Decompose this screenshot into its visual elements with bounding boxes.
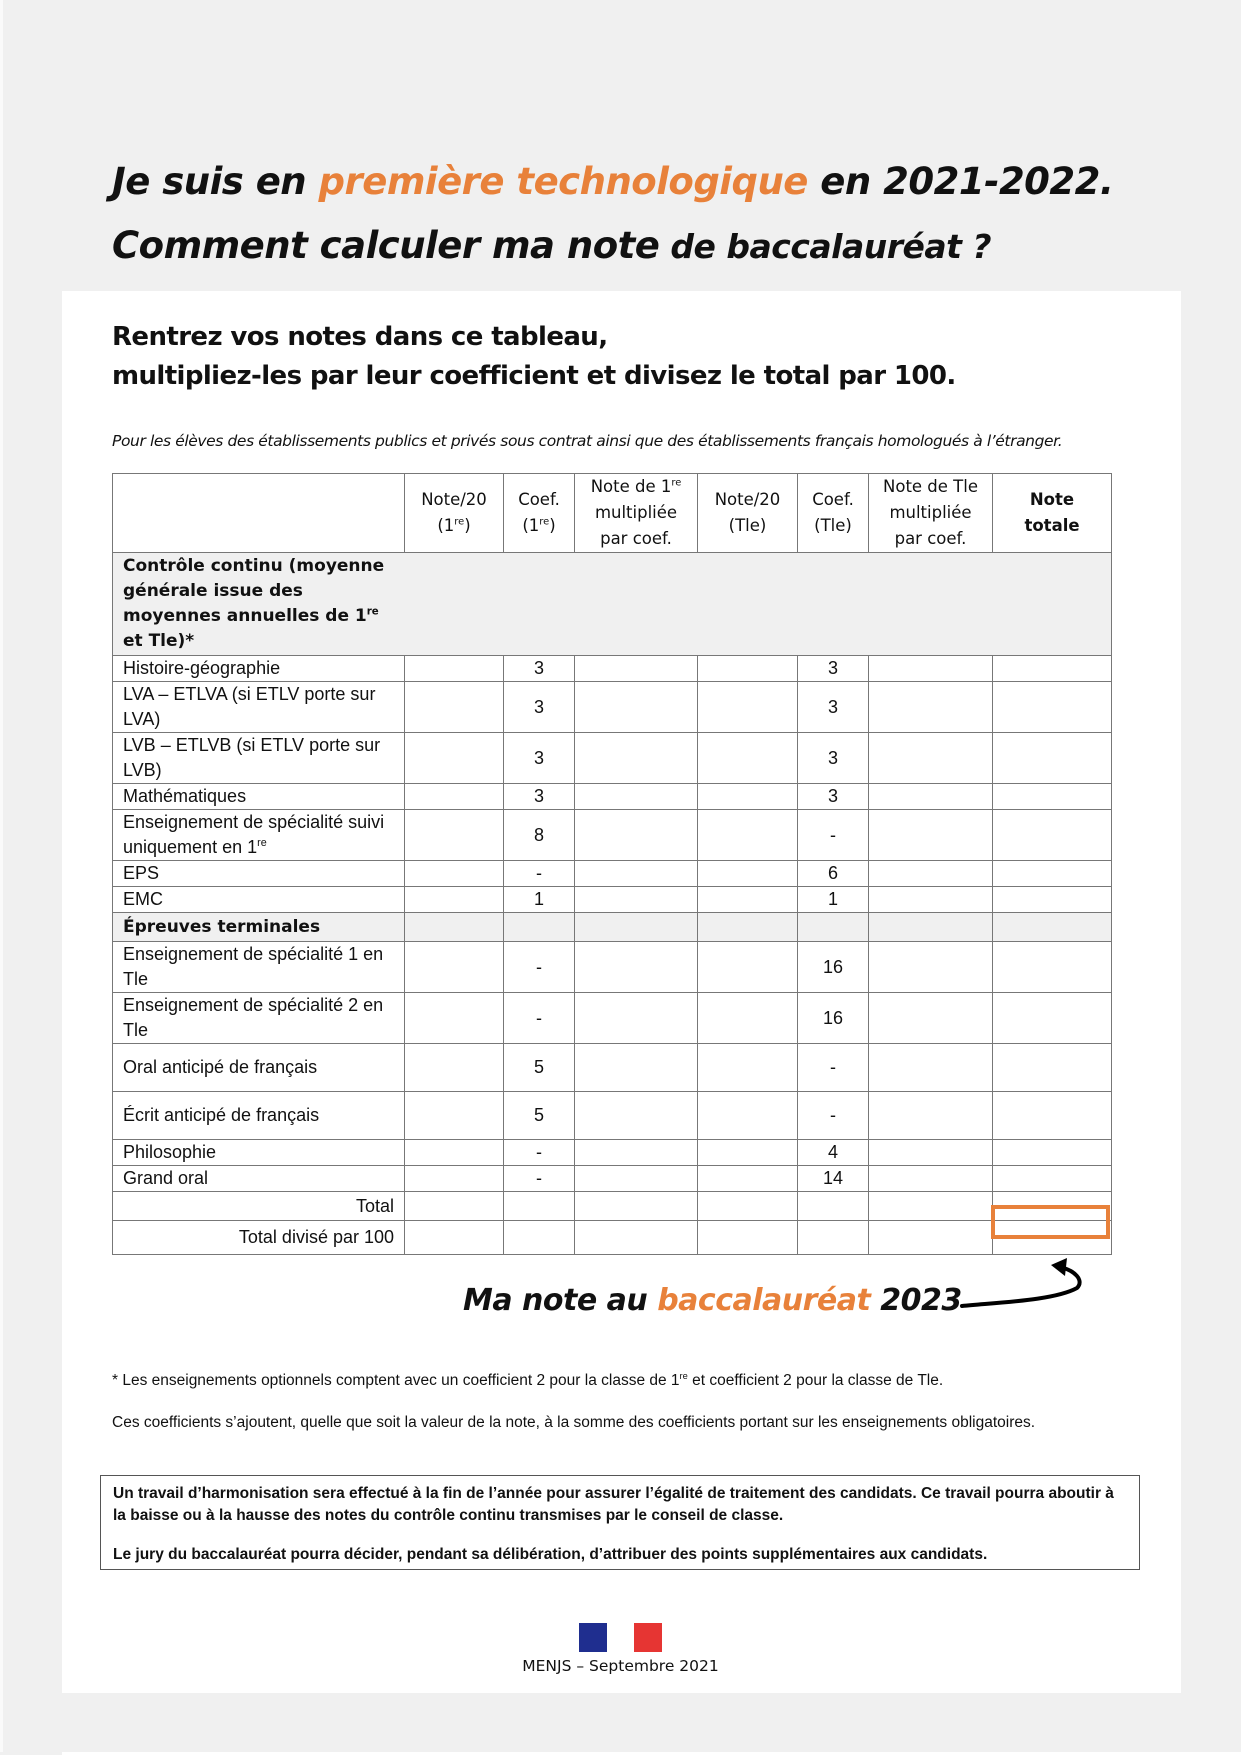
note-totale-input[interactable]	[993, 993, 1112, 1044]
notice-box	[100, 1475, 1140, 1570]
coef-tle-cell: 16	[798, 993, 869, 1044]
instructions-heading: Rentrez vos notes dans ce tableau, multipliez-les par leur coefficient et divisez le total par 100.	[112, 322, 956, 391]
mult-tle-input[interactable]	[869, 733, 993, 784]
subject-cell: Écrit anticipé de français	[113, 1092, 405, 1140]
note20-1re-input[interactable]	[405, 682, 504, 733]
section-controle-continu: Contrôle continu (moyenne générale issue des moyennes annuelles de 1re et Tle)*	[113, 553, 1112, 656]
notice-jury: Le jury du baccalauréat pourra décider, pendant sa délibération, d’attribuer des points supplémentaires aux candidats.	[113, 1546, 988, 1563]
note20-1re-input[interactable]	[405, 1166, 504, 1192]
mult-tle-input[interactable]	[869, 784, 993, 810]
subject-cell: LVB – ETLVB (si ETLV porte sur LVB)	[113, 733, 405, 784]
mult-tle-input[interactable]	[869, 942, 993, 993]
coef-1re-cell: -	[504, 1166, 575, 1192]
table-row	[113, 861, 1112, 887]
table-row	[113, 656, 1112, 682]
footer-credit: MENJS – Septembre 2021	[522, 1657, 719, 1675]
table-row	[113, 682, 1112, 733]
coef-tle-cell: 1	[798, 887, 869, 913]
coef-1re-cell: -	[504, 1140, 575, 1166]
mult-1re-input[interactable]	[575, 656, 698, 682]
mult-1re-input[interactable]	[575, 810, 698, 861]
note20-tle-input[interactable]	[698, 887, 798, 913]
notice-harmonisation: Un travail d’harmonisation sera effectué à la fin de l’année pour assurer l’égalité de traitement des candidats. Ce travail pourra aboutir à la baisse ou à la hausse des notes du contrôle continu transmises par le conseil de classe.	[113, 1485, 1114, 1524]
mult-tle-input[interactable]	[869, 887, 993, 913]
coef-1re-cell: 1	[504, 887, 575, 913]
mult-tle-input[interactable]	[869, 1092, 993, 1140]
table-row	[113, 887, 1112, 913]
subject-cell: EPS	[113, 861, 405, 887]
table-row	[113, 733, 1112, 784]
table-row	[113, 1140, 1112, 1166]
coef-1re-cell: 3	[504, 784, 575, 810]
title-line-2: Comment calculer ma note de baccalauréat ?	[112, 224, 992, 267]
mult-1re-input[interactable]	[575, 993, 698, 1044]
note-totale-input[interactable]	[993, 887, 1112, 913]
coef-tle-cell: -	[798, 1044, 869, 1092]
subject-cell: Grand oral	[113, 1166, 405, 1192]
mult-1re-input[interactable]	[575, 733, 698, 784]
note20-tle-input[interactable]	[698, 810, 798, 861]
mult-tle-input[interactable]	[869, 861, 993, 887]
mult-1re-input[interactable]	[575, 1166, 698, 1192]
note-totale-input[interactable]	[993, 1166, 1112, 1192]
mult-1re-input[interactable]	[575, 942, 698, 993]
mult-1re-input[interactable]	[575, 1092, 698, 1140]
mult-1re-input[interactable]	[575, 861, 698, 887]
coef-tle-cell: -	[798, 1092, 869, 1140]
header-note20-1re: Note/20 (1re)	[405, 474, 504, 553]
note20-1re-input[interactable]	[405, 1044, 504, 1092]
mult-tle-input[interactable]	[869, 682, 993, 733]
header-row	[113, 474, 1112, 553]
note20-1re-input[interactable]	[405, 784, 504, 810]
note-totale-input[interactable]	[993, 1092, 1112, 1140]
mult-tle-input[interactable]	[869, 1044, 993, 1092]
note20-tle-input[interactable]	[698, 1044, 798, 1092]
coef-1re-cell: 3	[504, 656, 575, 682]
mult-1re-input[interactable]	[575, 1140, 698, 1166]
note20-1re-input[interactable]	[405, 810, 504, 861]
coef-1re-cell: -	[504, 861, 575, 887]
subject-cell: Philosophie	[113, 1140, 405, 1166]
note-totale-input[interactable]	[993, 784, 1112, 810]
footnote-coefficients: Ces coefficients s’ajoutent, quelle que soit la valeur de la note, à la somme des coefficients portant sur les enseignements obligatoires.	[112, 1414, 1036, 1431]
page-title	[112, 150, 1113, 279]
note-totale-input[interactable]	[993, 942, 1112, 993]
subject-cell: Mathématiques	[113, 784, 405, 810]
table-row	[113, 942, 1112, 993]
final-grade-highlight	[991, 1205, 1110, 1239]
result-label: Ma note au baccalauréat 2023	[463, 1283, 962, 1318]
note-totale-input[interactable]	[993, 810, 1112, 861]
coef-1re-cell: 5	[504, 1044, 575, 1092]
note20-tle-input[interactable]	[698, 656, 798, 682]
note20-1re-input[interactable]	[405, 1140, 504, 1166]
mult-1re-input[interactable]	[575, 887, 698, 913]
header-mult-1re: Note de 1re multipliée par coef.	[575, 474, 698, 553]
note-totale-input[interactable]	[993, 1044, 1112, 1092]
note20-tle-input[interactable]	[698, 993, 798, 1044]
coef-1re-cell: 5	[504, 1092, 575, 1140]
footnote-optional: * Les enseignements optionnels comptent avec un coefficient 2 pour la classe de 1re et coefficient 2 pour la classe de Tle.	[112, 1370, 944, 1389]
coef-tle-cell: 3	[798, 682, 869, 733]
subject-cell: LVA – ETLVA (si ETLV porte sur LVA)	[113, 682, 405, 733]
note20-1re-input[interactable]	[405, 656, 504, 682]
note20-1re-input[interactable]	[405, 861, 504, 887]
header-subject	[113, 474, 405, 553]
mult-1re-input[interactable]	[575, 1044, 698, 1092]
mult-1re-input[interactable]	[575, 682, 698, 733]
table-row	[113, 784, 1112, 810]
note20-1re-input[interactable]	[405, 887, 504, 913]
header-note-totale: Note totale	[993, 474, 1112, 553]
table-row	[113, 1044, 1112, 1092]
mult-tle-input[interactable]	[869, 993, 993, 1044]
coef-tle-cell: 16	[798, 942, 869, 993]
note-totale-input[interactable]	[993, 1140, 1112, 1166]
subject-cell: Enseignement de spécialité 1 en Tle	[113, 942, 405, 993]
coef-tle-cell: -	[798, 810, 869, 861]
note20-tle-input[interactable]	[698, 682, 798, 733]
note20-1re-input[interactable]	[405, 993, 504, 1044]
note20-1re-input[interactable]	[405, 942, 504, 993]
mult-tle-input[interactable]	[869, 810, 993, 861]
coef-tle-cell: 4	[798, 1140, 869, 1166]
title-highlight: première technologique	[318, 160, 808, 203]
note20-1re-input[interactable]	[405, 1092, 504, 1140]
intro-text: Pour les élèves des établissements publics et privés sous contrat ainsi que des établissements français homologués à l’étranger.	[112, 432, 1063, 450]
mult-tle-input[interactable]	[869, 656, 993, 682]
note-totale-input[interactable]	[993, 656, 1112, 682]
total-divided-row: Total divisé par 100	[113, 1221, 1112, 1255]
coef-1re-cell: 3	[504, 733, 575, 784]
header-note20-tle: Note/20 (Tle)	[698, 474, 798, 553]
note-totale-input[interactable]	[993, 733, 1112, 784]
table-row	[113, 1092, 1112, 1140]
header-coef-1re: Coef. (1re)	[504, 474, 575, 553]
subject-cell: Histoire-géographie	[113, 656, 405, 682]
note20-tle-input[interactable]	[698, 1166, 798, 1192]
subject-cell: Enseignement de spécialité suivi uniquement en 1re	[113, 810, 405, 861]
subject-cell: Oral anticipé de français	[113, 1044, 405, 1092]
note20-tle-input[interactable]	[698, 1092, 798, 1140]
coef-1re-cell: -	[504, 993, 575, 1044]
subject-cell: Enseignement de spécialité 2 en Tle	[113, 993, 405, 1044]
coef-1re-cell: -	[504, 942, 575, 993]
coef-tle-cell: 3	[798, 656, 869, 682]
header-mult-tle: Note de Tle multipliée par coef.	[869, 474, 993, 553]
note20-tle-input[interactable]	[698, 861, 798, 887]
mult-1re-input[interactable]	[575, 784, 698, 810]
coef-tle-cell: 3	[798, 784, 869, 810]
title-line-1: Je suis en première technologique en 2021-2022.	[112, 160, 1114, 203]
coef-tle-cell: 3	[798, 733, 869, 784]
total-input[interactable]	[405, 1192, 504, 1221]
coef-tle-cell: 6	[798, 861, 869, 887]
grade-table	[112, 473, 1112, 1255]
total-row: Total	[113, 1192, 1112, 1221]
table-row	[113, 993, 1112, 1044]
mult-tle-input[interactable]	[869, 1140, 993, 1166]
header-coef-tle: Coef. (Tle)	[798, 474, 869, 553]
curved-arrow-icon	[955, 1258, 1085, 1328]
marianne-flag-icon	[579, 1623, 662, 1652]
coef-1re-cell: 3	[504, 682, 575, 733]
note20-1re-input[interactable]	[405, 733, 504, 784]
note20-tle-input[interactable]	[698, 942, 798, 993]
coef-1re-cell: 8	[504, 810, 575, 861]
note20-tle-input[interactable]	[698, 733, 798, 784]
subject-cell: EMC	[113, 887, 405, 913]
note20-tle-input[interactable]	[698, 784, 798, 810]
note20-tle-input[interactable]	[698, 1140, 798, 1166]
section-epreuves-terminales: Épreuves terminales	[113, 913, 1112, 942]
mult-tle-input[interactable]	[869, 1166, 993, 1192]
table-row	[113, 1166, 1112, 1192]
note-totale-input[interactable]	[993, 682, 1112, 733]
table-row	[113, 810, 1112, 861]
coef-tle-cell: 14	[798, 1166, 869, 1192]
note-totale-input[interactable]	[993, 861, 1112, 887]
